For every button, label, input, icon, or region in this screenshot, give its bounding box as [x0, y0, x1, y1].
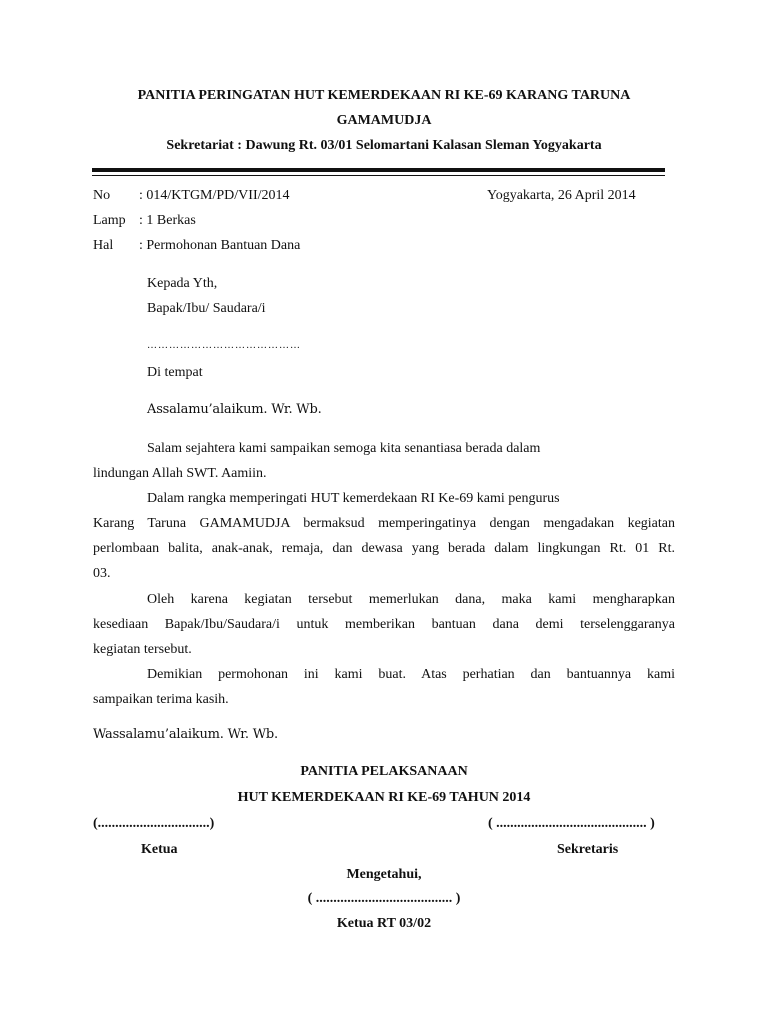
meta-place-date: Yogyakarta, 26 April 2014 [487, 188, 636, 203]
letterhead-title-line1: PANITIA PERINGATAN HUT KEMERDEKAAN RI KE-69 KARANG TARUNA [137, 88, 631, 103]
body-p3-line1: Oleh karena kegiatan tersebut memerlukan dana, maka kami mengharapkan [147, 592, 675, 607]
meta-hal-value: : Permohonan Bantuan Dana [139, 238, 301, 253]
signature-right-role: Sekretaris [557, 842, 619, 857]
body-p2-line1: Dalam rangka memperingati HUT kemerdekaan RI Ke-69 kami pengurus [147, 491, 560, 506]
body-paragraph-1 [93, 436, 675, 486]
body-p4-line1: Demikian permohonan ini kami buat. Atas perhatian dan bantuannya kami [147, 667, 675, 682]
letterhead-title-line2: GAMAMUDJA [336, 113, 432, 128]
meta-no-value: : 014/KTGM/PD/VII/2014 [139, 188, 290, 203]
recipient-line1: Kepada Yth, [147, 276, 218, 291]
committee-title-line1: PANITIA PELAKSANAAN [300, 764, 468, 779]
meta-hal-label: Hal [93, 238, 114, 253]
letterhead-secretariat: Sekretariat : Dawung Rt. 03/01 Selomartani Kalasan Sleman Yogyakarta [166, 138, 602, 153]
acknowledged-label: Mengetahui, [346, 867, 422, 882]
body-p3-line3: kegiatan tersebut. [93, 642, 192, 657]
greeting: Assalamu’alaikum. Wr. Wb. [147, 402, 322, 417]
body-p1-line1: Salam sejahtera kami sampaikan semoga kita senantiasa berada dalam [147, 441, 541, 456]
recipient-line4: Di tempat [147, 365, 203, 380]
body-p2-line3: perlombaan balita, anak-anak, remaja, dan dewasa yang berada dalam lingkungan Rt. 01 Rt. [93, 541, 675, 556]
letterhead-divider-thin [92, 175, 665, 176]
signature-center-blank: ( ....................................... ) [307, 891, 461, 906]
body-p2-line4: 03. [93, 566, 111, 581]
body-paragraph-3 [93, 587, 675, 662]
letterhead-divider-thick [92, 168, 665, 172]
meta-lamp-label: Lamp [93, 213, 126, 228]
signature-right-blank: ( ........................................... ) [488, 816, 655, 831]
body-p1-line2: lindungan Allah SWT. Aamiin. [93, 466, 267, 481]
meta-no-label: No [93, 188, 111, 203]
signature-left-blank: (................................) [93, 816, 215, 831]
meta-lamp-value: : 1 Berkas [139, 213, 196, 228]
closing: Wassalamu’alaikum. Wr. Wb. [93, 727, 278, 742]
committee-title-line2: HUT KEMERDEKAAN RI KE-69 TAHUN 2014 [237, 790, 531, 805]
body-paragraph-2 [93, 486, 675, 586]
signature-left-role: Ketua [141, 842, 178, 857]
recipient-line3: …………………………………… [147, 340, 301, 351]
signature-center-role: Ketua RT 03/02 [336, 916, 432, 931]
body-paragraph-4 [93, 662, 675, 712]
body-p4-line2: sampaikan terima kasih. [93, 692, 229, 707]
body-p3-line2: kesediaan Bapak/Ibu/Saudara/i untuk memberikan bantuan dana demi terselenggaranya [93, 617, 675, 632]
body-p2-line2: Karang Taruna GAMAMUDJA bermaksud memperingatinya dengan mengadakan kegiatan [93, 516, 675, 531]
recipient-line2: Bapak/Ibu/ Saudara/i [147, 301, 266, 316]
